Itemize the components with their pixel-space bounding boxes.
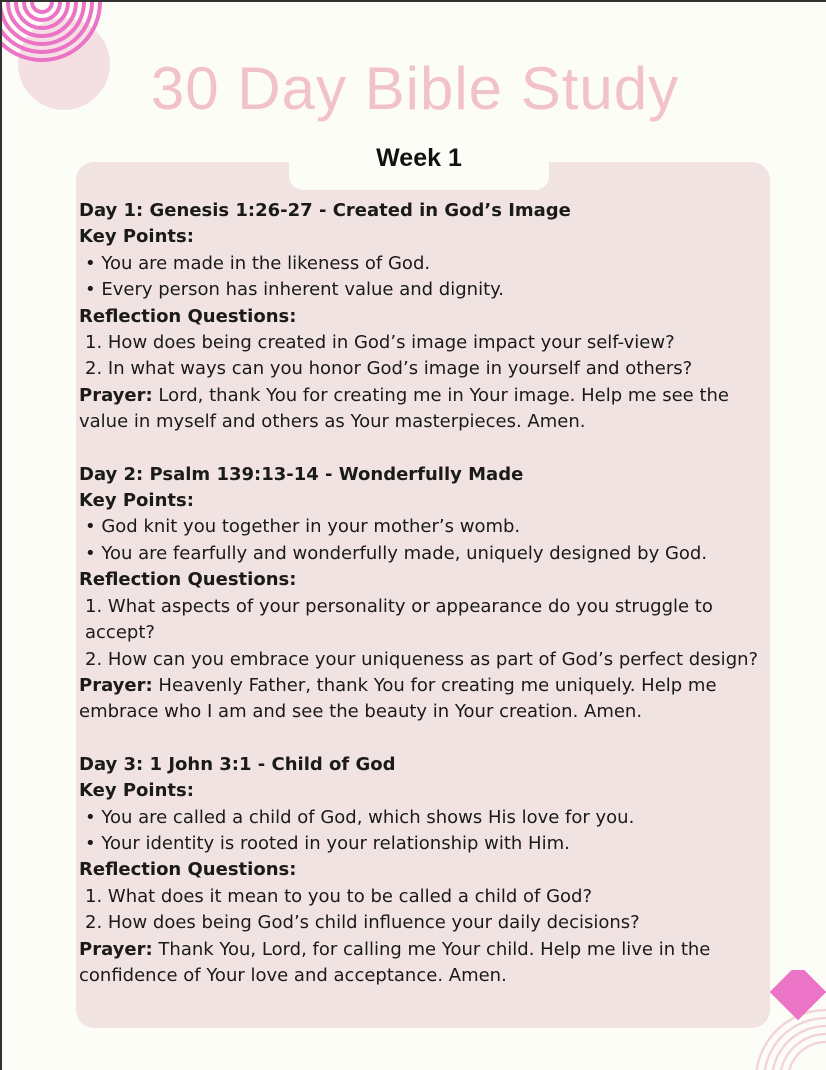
prayer-label: Prayer: (79, 938, 153, 960)
prayer (79, 937, 759, 990)
prayer (79, 383, 759, 436)
reflection-label: Reflection Questions: (79, 569, 297, 591)
week-label: Week 1 (289, 130, 549, 190)
page-title: 30 Day Bible Study (150, 55, 680, 122)
reflection-question: 2. How does being God’s child influence your daily decisions? (85, 912, 640, 934)
key-point: • Every person has inherent value and dignity. (85, 279, 504, 301)
day-heading: Day 2: Psalm 139:13-14 - Wonderfully Made (79, 463, 524, 485)
key-point: • You are called a child of God, which shows His love for you. (85, 806, 635, 828)
key-point: • You are fearfully and wonderfully made, uniquely designed by God. (85, 542, 708, 564)
key-points-label: Key Points: (79, 226, 194, 248)
prayer-label: Prayer: (79, 384, 153, 406)
key-point: • You are made in the likeness of God. (85, 252, 431, 274)
prayer-text: Thank You, Lord, for calling me Your child. Help me live in the confidence of Your love and acceptance. Amen. (79, 938, 711, 986)
day-section (79, 462, 759, 726)
reflection-question: 1. What aspects of your personality or appearance do you struggle to accept? (85, 595, 713, 644)
day-section (79, 752, 759, 990)
prayer-text: Heavenly Father, thank You for creating me uniquely. Help me embrace who I am and see the beauty in Your creation. Amen. (79, 674, 717, 723)
reflection-question: 2. How can you embrace your uniqueness as part of God’s perfect design? (85, 648, 759, 670)
key-point: • Your identity is rooted in your relationship with Him. (85, 832, 570, 854)
prayer-text: Lord, thank You for creating me in Your image. Help me see the value in myself and others as Your masterpieces. Amen. (79, 384, 729, 433)
reflection-question: 1. What does it mean to you to be called a child of God? (85, 885, 593, 907)
reflection-question: 1. How does being created in God’s image impact your self-view? (85, 332, 675, 354)
study-content (79, 198, 759, 989)
reflection-label: Reflection Questions: (79, 305, 297, 327)
prayer-label: Prayer: (79, 674, 153, 696)
key-points-label: Key Points: (79, 780, 194, 802)
reflection-label: Reflection Questions: (79, 859, 297, 881)
reflection-question: 2. In what ways can you honor God’s image in yourself and others? (85, 358, 693, 380)
key-point: • God knit you together in your mother’s womb. (85, 516, 521, 538)
day-section (79, 198, 759, 436)
day-heading: Day 3: 1 John 3:1 - Child of God (79, 753, 396, 775)
prayer (79, 673, 759, 726)
key-points-label: Key Points: (79, 490, 194, 512)
day-heading: Day 1: Genesis 1:26-27 - Created in God’s Image (79, 200, 571, 221)
